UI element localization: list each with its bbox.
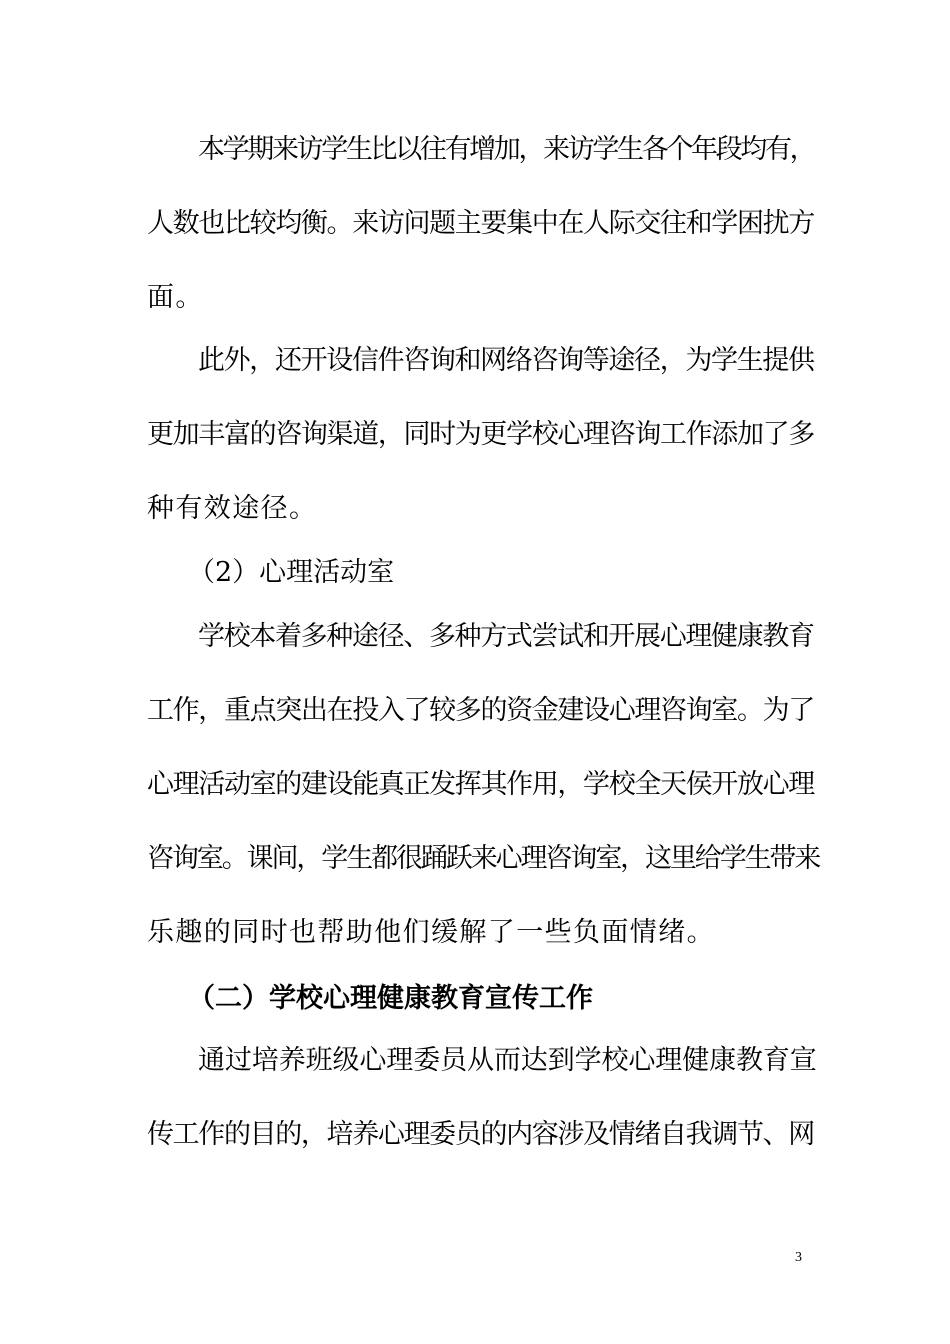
- paragraph-line: 通过培养班级心理委员从而达到学校心理健康教育宣: [198, 1045, 817, 1076]
- paragraph-line: 咨询室。课间，学生都很踊跃来心理咨询室，这里给学生带来: [147, 843, 820, 874]
- subsection-heading: （2）心理活动室: [188, 557, 395, 588]
- paragraph-line: 学校本着多种途径、多种方式尝试和开展心理健康教育: [198, 621, 814, 652]
- page-number: 3: [795, 1250, 802, 1265]
- section-heading: （二）学校心理健康教育宣传工作: [188, 983, 593, 1014]
- paragraph-line: 面。: [147, 282, 204, 313]
- paragraph-line: 此外，还开设信件咨询和网络咨询等途径，为学生提供: [198, 345, 814, 376]
- paragraph-line: 乐趣的同时也帮助他们缓解了一些负面情绪。: [147, 917, 715, 948]
- paragraph-line: 工作，重点突出在投入了较多的资金建设心理咨询室。为了: [147, 695, 814, 726]
- paragraph-line: 心理活动室的建设能真正发挥其作用，学校全天侯开放心理: [147, 769, 814, 800]
- paragraph-line: 种有效途径。: [147, 493, 318, 524]
- paragraph-line: 传工作的目的，培养心理委员的内容涉及情绪自我调节、网: [147, 1119, 814, 1150]
- paragraph-line: 人数也比较均衡。来访问题主要集中在人际交往和学困扰方: [147, 208, 814, 239]
- paragraph-line: 更加丰富的咨询渠道，同时为更学校心理咨询工作添加了多: [147, 419, 814, 450]
- paragraph-line: 本学期来访学生比以往有增加，来访学生各个年段均有，: [198, 134, 815, 165]
